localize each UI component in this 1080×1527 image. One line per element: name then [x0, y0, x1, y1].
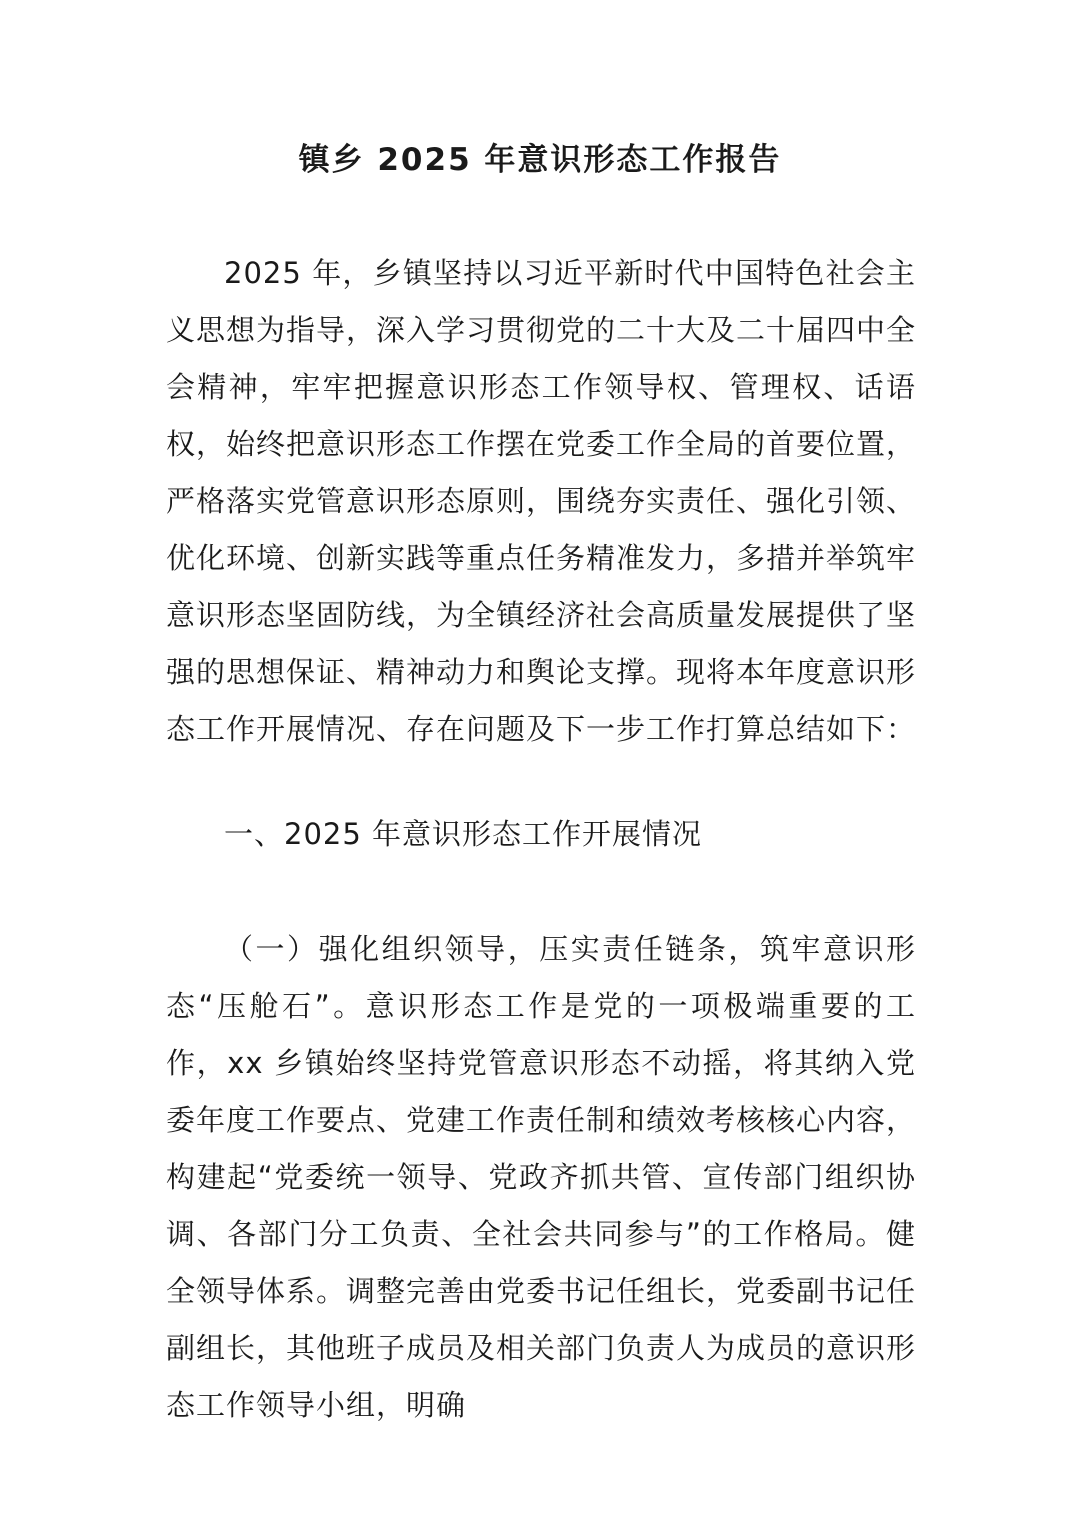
- section-heading: 一、2025 年意识形态工作开展情况: [224, 817, 703, 851]
- subsection-paragraph: （一）强化组织领导，压实责任链条，筑牢意识形态“压舱石”。意识形态工作是党的一项极端重要的工作，xx 乡镇始终坚持党管意识形态不动摇，将其纳入党委年度工作要点、党建工作责任制和绩效考核核心内容，构建起“党委统一领导、党政齐抓共管、宣传部门组织协调、各部门分工负责、全社会共同参与”的工作格局。健全领导体系。调整完善由党委书记任组长，党委副书记任副组长，其他班子成员及相关部门负责人为成员的意识形态工作领导小组，明确: [166, 932, 917, 1422]
- intro-paragraph: 2025 年，乡镇坚持以习近平新时代中国特色社会主义思想为指导，深入学习贯彻党的二十大及二十届四中全会精神，牢牢把握意识形态工作领导权、管理权、话语权，始终把意识形态工作摆在党委工作全局的首要位置，严格落实党管意识形态原则，围绕夯实责任、强化引领、优化环境、创新实践等重点任务精准发力，多措并举筑牢意识形态坚固防线，为全镇经济社会高质量发展提供了坚强的思想保证、精神动力和舆论支撑。现将本年度意识形态工作开展情况、存在问题及下一步工作打算总结如下：: [166, 256, 917, 746]
- document-title: 镇乡 2025 年意识形态工作报告: [298, 142, 782, 178]
